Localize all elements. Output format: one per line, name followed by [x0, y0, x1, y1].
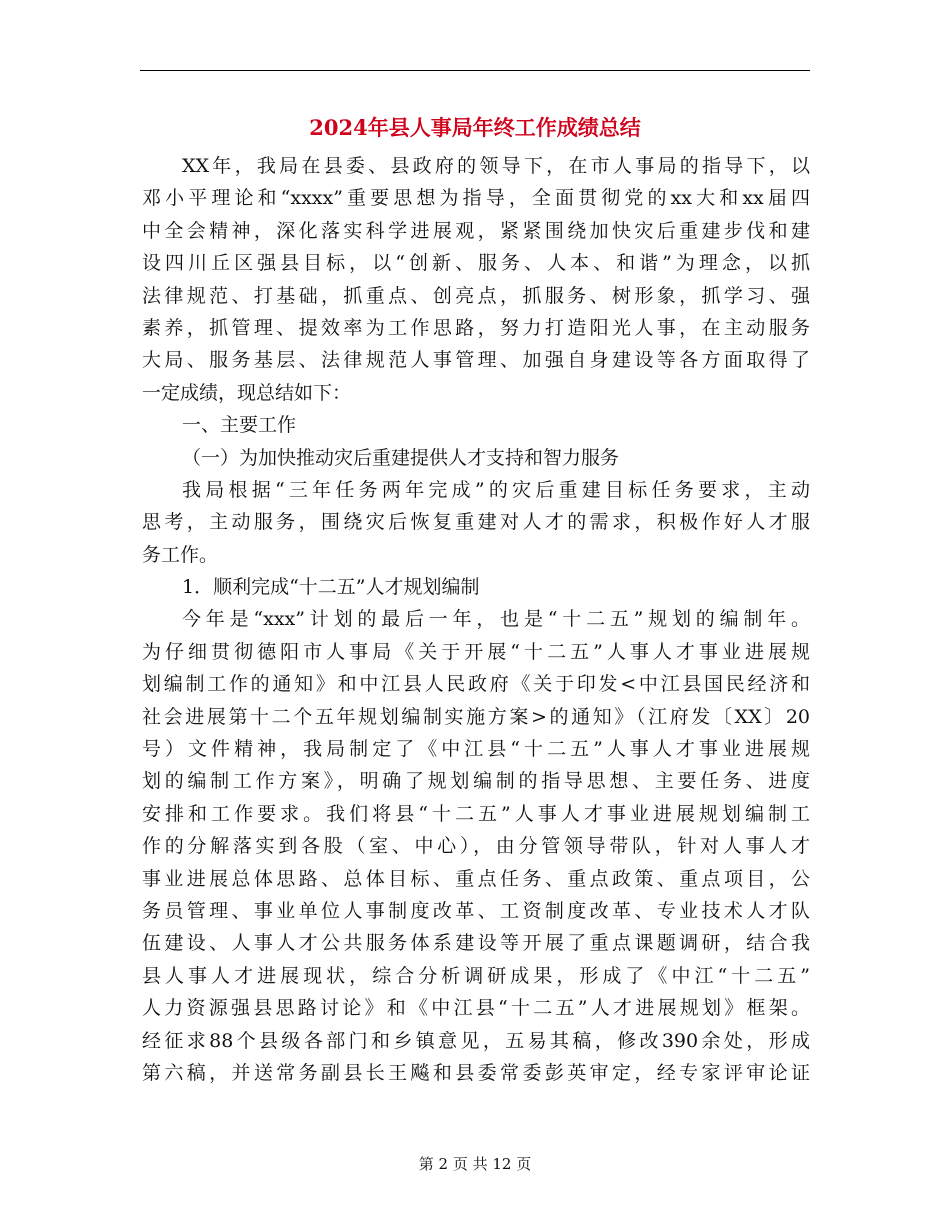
- body-text-line: 作的分解落实到各股（室、中心），由分管领导带队，针对人事人才: [142, 835, 810, 858]
- body-text-line: 县人事人才进展现状，综合分析调研成果，形成了《中江“十二五”: [142, 964, 810, 987]
- body-text-line: 划的编制工作方案》，明确了规划编制的指导思想、主要任务、进度: [142, 770, 810, 793]
- body-text-line: 社会进展第十二个五年规划编制实施方案>的通知》（江府发〔XX〕20: [142, 705, 810, 728]
- document-body: [142, 150, 810, 1089]
- body-text-line: 划编制工作的通知》和中江县人民政府《关于印发<中江县国民经济和: [142, 673, 810, 696]
- body-text-line: XX年，我局在县委、县政府的领导下，在市人事局的指导下，以: [182, 155, 810, 177]
- body-text-line: 一定成绩，现总结如下：: [142, 381, 352, 404]
- body-text-line: 大局、服务基层、法律规范人事管理、加强自身建设等各方面取得了: [142, 349, 810, 372]
- body-text-line: 第六稿，并送常务副县长王飚和县委常委彭英审定，经专家评审论证: [142, 1061, 810, 1084]
- body-text-line: 经征求88个县级各部门和乡镇意见，五易其稿，修改390余处，形成: [142, 1029, 810, 1052]
- body-text-line: 法律规范、打基础，抓重点、创亮点，抓服务、树形象，抓学习、强: [142, 284, 810, 307]
- body-text-line: 安排和工作要求。我们将县“十二五”人事人才事业进展规划编制工: [142, 802, 810, 825]
- body-text-line: 邓小平理论和“xxxx”重要思想为指导，全面贯彻党的xx大和xx届四: [142, 187, 810, 210]
- body-text-line: 我局根据“三年任务两年完成”的灾后重建目标任务要求，主动: [182, 478, 810, 501]
- body-text-line: 思考，主动服务，围绕灾后恢复重建对人才的需求，积极作好人才服: [142, 511, 810, 534]
- body-text-line: （一）为加快推动灾后重建提供人才支持和智力服务: [182, 446, 620, 469]
- body-text-line: 中全会精神，深化落实科学进展观，紧紧围绕加快灾后重建步伐和建: [142, 219, 810, 242]
- body-text-line: 今年是“xxx”计划的最后一年，也是“十二五”规划的编制年。: [182, 608, 810, 631]
- body-text-line: 事业进展总体思路、总体目标、重点任务、重点政策、重点项目，公: [142, 867, 810, 890]
- body-text-line: 设四川丘区强县目标，以“创新、服务、人本、和谐”为理念，以抓: [142, 252, 810, 275]
- body-text-line: 为仔细贯彻德阳市人事局《关于开展“十二五”人事人才事业进展规: [142, 640, 810, 663]
- body-text-line: 务员管理、事业单位人事制度改革、工资制度改革、专业技术人才队: [142, 899, 810, 922]
- body-text-line: 一、主要工作: [182, 414, 297, 437]
- body-text-line: 1．顺利完成“十二五”人才规划编制: [182, 576, 480, 599]
- page-footer: 第 2 页 共 12 页: [418, 1155, 532, 1173]
- body-text-line: 务工作。: [142, 543, 219, 566]
- body-text-line: 伍建设、人事人才公共服务体系建设等开展了重点课题调研，结合我: [142, 932, 810, 955]
- body-text-line: 素养，抓管理、提效率为工作思路，努力打造阳光人事，在主动服务: [142, 316, 810, 339]
- body-text-line: 人力资源强县思路讨论》和《中江县“十二五”人才进展规划》框架。: [142, 997, 810, 1020]
- document-title: 2024年县人事局年终工作成绩总结: [309, 115, 641, 140]
- header-rule: [140, 70, 810, 71]
- body-text-line: 号）文件精神，我局制定了《中江县“十二五”人事人才事业进展规: [142, 738, 810, 761]
